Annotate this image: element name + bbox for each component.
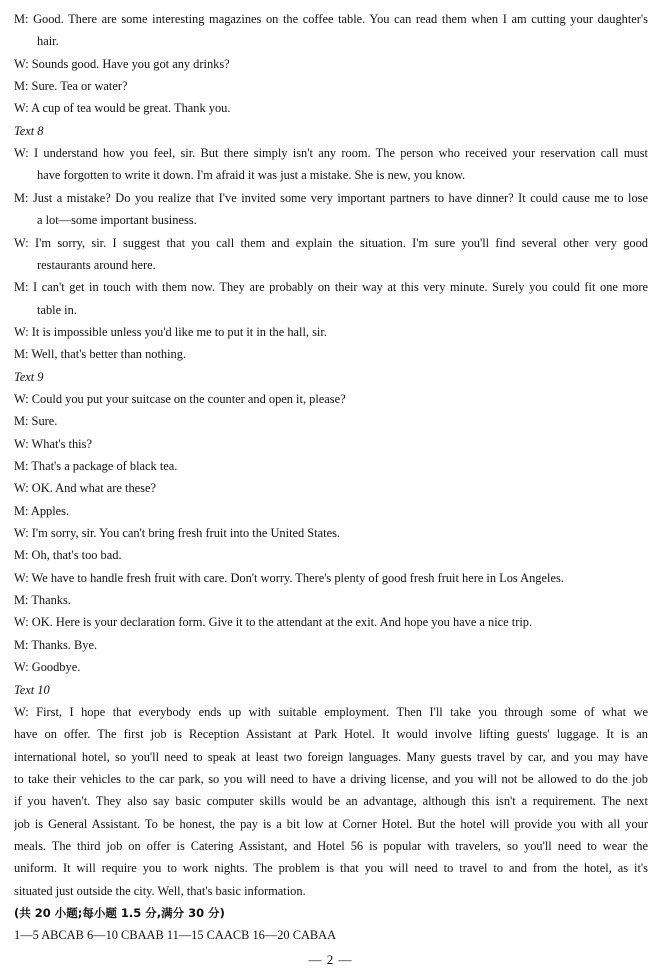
text-line: W: It is impossible unless you'd like me to put it in the hall, sir. <box>14 324 327 339</box>
section-heading: Text 10 <box>14 682 50 697</box>
text-line: M: Thanks. <box>14 593 71 608</box>
text-line: situated just outside the city. Well, that's basic information. <box>14 883 306 898</box>
text-line: have forgotten to write it down. I'm afraid it was just a mistake. She is new, you know. <box>37 168 466 183</box>
text-line: W: We have to handle fresh fruit with care. Don't worry. There's plenty of good fresh fruit here in Los Angeles. <box>14 570 564 585</box>
text-line: W: OK. Here is your declaration form. Give it to the attendant at the exit. And hope you have a nice trip. <box>14 615 533 630</box>
text-line: W: First, I hope that everybody ends up with suitable employment. Then I'll take you through some of what we <box>14 704 648 719</box>
text-line: have on offer. The first job is Reception Assistant at Park Hotel. It would involve lifting guests' luggage. It is an <box>14 727 648 742</box>
text-line: hair. <box>37 34 59 49</box>
text-line: W: I'm sorry, sir. You can't bring fresh fruit into the United States. <box>14 526 341 541</box>
section-heading: Text 8 <box>14 123 44 138</box>
text-line: uniform. It will require you to work nights. The problem is that you will need to travel to and from the hotel, as it's <box>14 861 648 876</box>
text-line: W: Sounds good. Have you got any drinks? <box>14 56 230 71</box>
text-line: 1—5 ABCAB 6—10 CBAAB 11—15 CAACB 16—20 CABAA <box>14 928 337 943</box>
score-note: (共 20 小题;每小题 1.5 分,满分 30 分) <box>14 906 225 920</box>
text-line: M: Oh, that's too bad. <box>14 548 122 563</box>
text-line: W: A cup of tea would be great. Thank you. <box>14 101 231 116</box>
text-line: W: Could you put your suitcase on the counter and open it, please? <box>14 391 346 406</box>
text-line: M: Well, that's better than nothing. <box>14 347 187 362</box>
text-line: M: Good. There are some interesting magazines on the coffee table. You can read them when I am cutting your daughter's <box>14 12 648 26</box>
text-line: table in. <box>37 302 77 317</box>
text-line: M: Sure. Tea or water? <box>14 79 128 94</box>
text-line: a lot—some important business. <box>37 213 197 228</box>
text-line: if you haven't. They also say basic computer skills would be an advantage, although this isn't a requirement. The next <box>14 794 648 809</box>
text-line: M: Just a mistake? Do you realize that I've invited some very important partners to have dinner? It could cause me to lose <box>14 190 648 205</box>
section-heading: Text 9 <box>14 369 44 384</box>
text-line: restaurants around here. <box>37 257 156 272</box>
text-line: job is General Assistant. To be honest, the pay is a bit low at Corner Hotel. But the hotel will provide you with all your <box>14 816 648 831</box>
text-line: M: Apples. <box>14 503 70 518</box>
text-line: W: I understand how you feel, sir. But there simply isn't any room. The person who received your reservation call must <box>14 146 648 161</box>
text-line: M: Sure. <box>14 414 58 429</box>
text-line: M: Thanks. Bye. <box>14 637 98 652</box>
text-line: M: That's a package of black tea. <box>14 459 178 473</box>
text-line: to take their vehicles to the car park, so you will need to have a driving license, and you will not be allowed to do the job <box>14 771 648 786</box>
text-line: W: What's this? <box>14 436 92 451</box>
text-line: meals. The third job on offer is Catering Assistant, and Hotel 56 is popular with travelers, so you'll need to wear the <box>14 838 648 853</box>
page-number: — 2 — <box>308 952 353 967</box>
text-line: W: I'm sorry, sir. I suggest that you call them and explain the situation. I'm sure you'll find several other very good <box>14 235 648 250</box>
text-line: international hotel, so you'll need to speak at least two foreign languages. Many guests travel by car, and you may have <box>14 749 648 764</box>
text-line: M: I can't get in touch with them now. They are probably on their way at this very minute. Surely you could fit one more <box>14 280 648 295</box>
text-line: W: OK. And what are these? <box>14 481 156 496</box>
text-line: W: Goodbye. <box>14 660 81 675</box>
